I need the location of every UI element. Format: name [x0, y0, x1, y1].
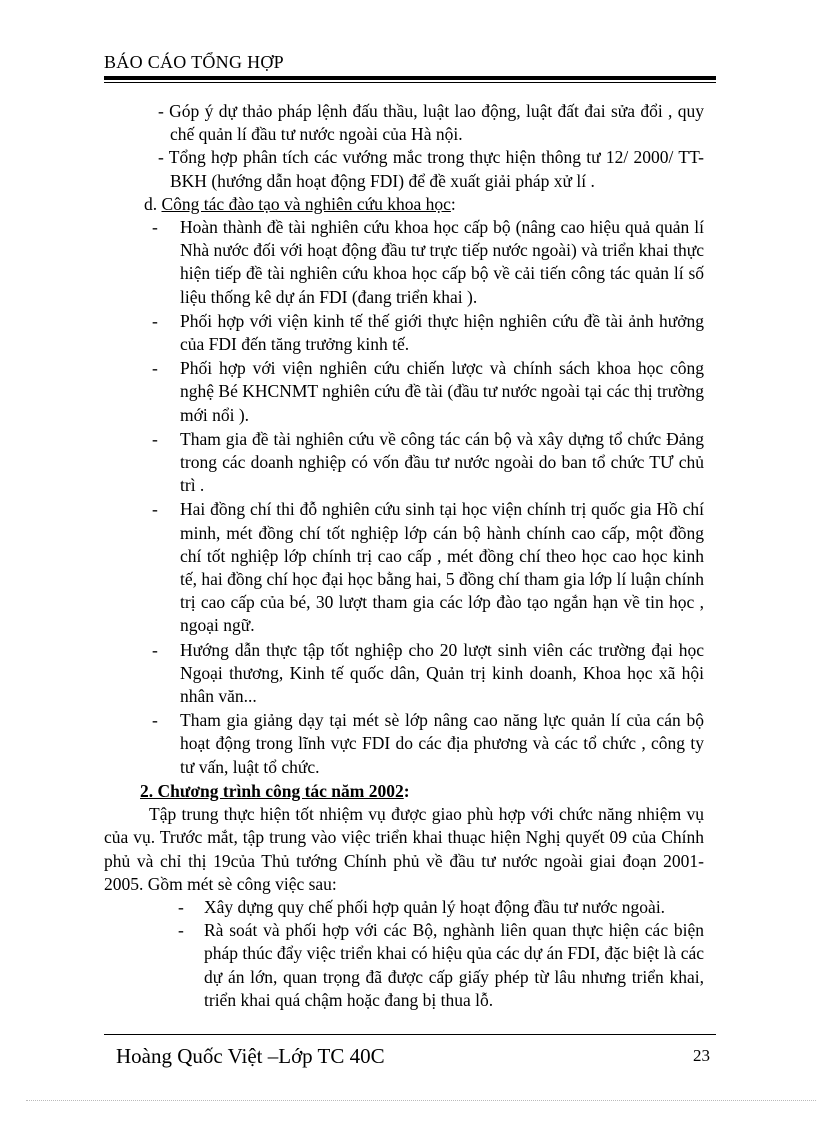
- section-d-prefix: d.: [144, 193, 162, 214]
- dash-marker: -: [152, 310, 158, 331]
- dash-marker: -: [152, 358, 158, 379]
- list-item: [104, 919, 704, 1012]
- dash-marker: -: [152, 499, 158, 520]
- section-d-suffix: :: [450, 193, 456, 214]
- page-bottom-edge: [26, 1100, 816, 1101]
- list-item: [104, 216, 704, 309]
- section-2-title: 2. Chương trình công tác năm 2002: [140, 780, 404, 801]
- dash-marker: -: [152, 639, 158, 660]
- page-header: [104, 50, 716, 83]
- page-footer: [116, 1044, 716, 1069]
- intro-item: - Góp ý dự thảo pháp lệnh đấu thầu, luật lao động, luật đất đai sửa đổi , quy chế quản lí đầu tư nước ngoài của Hà nội.: [158, 101, 704, 145]
- section-d-heading: [104, 193, 704, 216]
- page-number: 23: [693, 1046, 710, 1065]
- document-body: [104, 100, 704, 1012]
- header-rule: [104, 76, 716, 83]
- list-item: [104, 310, 704, 356]
- list-item: [104, 709, 704, 779]
- intro-item: - Tổng hợp phân tích các vướng mắc trong thực hiện thông tư 12/ 2000/ TT-BKH (hướng dẫn hoạt động FDI) để đề xuất giải pháp xử lí .: [158, 147, 704, 191]
- dash-marker: -: [152, 710, 158, 731]
- section-2-heading: [104, 780, 704, 803]
- list-item-text: Hoàn thành đề tài nghiên cứu khoa học cấp bộ (nâng cao hiệu quả quản lí Nhà nước đối với hoạt động đầu tư trực tiếp nước ngoài) và triển khai thực hiện tiếp đề tài nghiên cứu khoa học cấp bộ về cải tiến công tác quản lí số liệu thống kê dự án FDI (đang triển khai ).: [180, 217, 704, 307]
- dash-marker: -: [152, 217, 158, 238]
- list-item-text: Hướng dẫn thực tập tốt nghiệp cho 20 lượt sinh viên các trường đại học Ngoại thương, Kinh tế quốc dân, Quản trị kinh doanh, Khoa học xã hội nhân văn...: [180, 639, 704, 707]
- list-item: [104, 357, 704, 427]
- list-item-text: Phối hợp với viện kinh tế thế giới thực hiện nghiên cứu đề tài ảnh hưởng của FDI đến tăng trưởng kinh tế.: [180, 310, 704, 355]
- section-d-title: Công tác đào tạo và nghiên cứu khoa học: [161, 193, 451, 214]
- footer-author: Hoàng Quốc Việt –Lớp TC 40C: [116, 1044, 385, 1068]
- list-item-text: Xây dựng quy chế phối hợp quản lý hoạt động đầu tư nước ngoài.: [204, 896, 666, 917]
- dash-marker: -: [152, 428, 158, 449]
- list-item: [104, 498, 704, 637]
- section-2-paragraph: Tập trung thực hiện tốt nhiệm vụ được giao phù hợp với chức năng nhiệm vụ của vụ. Trước mắt, tập trung vào việc triển khai thuạc hiện Nghị quyết 09 của Chính phủ và chỉ thị 19của Thủ tướng Chính phủ về đầu tư nước ngoài giai đoạn 2001-2005. Gồm mét sè công việc sau:: [104, 804, 704, 894]
- list-item-text: Rà soát và phối hợp với các Bộ, nghành liên quan thực hiện các biện pháp thúc đẩy việc triển khai có hiệu qủa các dự án FDI, đặc biệt là các dự án lớn, quan trọng đã được cấp giấy phép từ lâu nhưng triển khai, triển khai quá chậm hoặc đang bị thua lỗ.: [204, 920, 704, 1010]
- dash-marker: -: [178, 896, 184, 917]
- list-item-text: Phối hợp với viện nghiên cứu chiến lược và chính sách khoa học công nghệ Bé KHCNMT nghiên cứu đề tài (đầu tư nước ngoài tại các thị trường mới nổi ).: [180, 358, 704, 425]
- list-item: [104, 896, 704, 919]
- list-item-text: Tham gia đề tài nghiên cứu về công tác cán bộ và xây dựng tổ chức Đảng trong các doanh nghiệp có vốn đầu tư nước ngoài do ban tổ chức TƯ chủ trì .: [180, 428, 704, 496]
- list-item-text: Hai đồng chí thi đỗ nghiên cứu sinh tại học viện chính trị quốc gia Hồ chí minh, mét đồng chí tốt nghiệp lớp cán bộ hành chính cao cấp, một đồng chí tốt nghiệp lớp chính trị cao cấp , mét đồng chí theo học cao học kinh tế, hai đồng chí học đại học bằng hai, 5 đồng chí tham gia lớp lí luận chính trị cao cấp của bé, 30 lượt tham gia các lớp đào tạo ngắn hạn về tin học , ngoại ngữ.: [180, 499, 704, 636]
- header-title: BÁO CÁO TỔNG HỢP: [104, 52, 284, 72]
- list-item: [104, 428, 704, 498]
- section-2-suffix: :: [403, 780, 410, 801]
- list-item-text: Tham gia giảng dạy tại mét sè lớp nâng cao năng lực quản lí của cán bộ hoạt động trong lĩnh vực FDI do các địa phương và các tổ chức , công ty tư vấn, luật tổ chức.: [180, 710, 704, 777]
- footer-rule: [104, 1034, 716, 1035]
- dash-marker: -: [178, 920, 184, 941]
- list-item: [104, 639, 704, 709]
